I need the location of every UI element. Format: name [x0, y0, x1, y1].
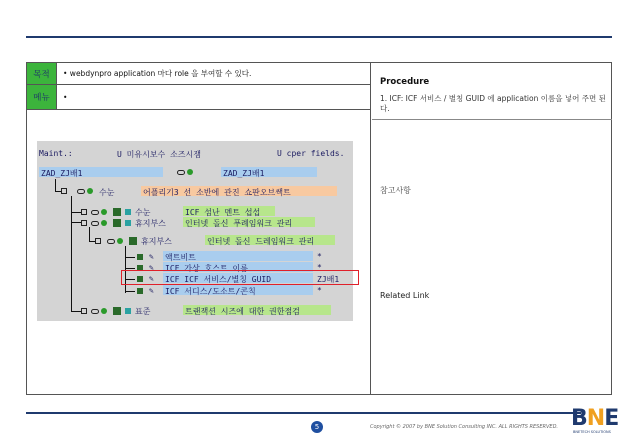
page-number: 5: [311, 421, 323, 433]
pencil-icon[interactable]: ✎: [149, 274, 154, 283]
leaf3-label: ICF ICF 서비스/별칭 GUID: [165, 275, 272, 284]
green-light-icon: [87, 188, 93, 194]
leaf4-value: *: [317, 286, 322, 295]
logo-b: B: [571, 406, 587, 431]
related-link[interactable]: Related Link: [380, 291, 430, 300]
pencil-icon[interactable]: ✎: [149, 286, 154, 295]
field-icon: [137, 254, 143, 260]
logo-subtitle: BNETECH SOLUTIONS: [573, 430, 611, 434]
green-light-icon: [117, 238, 123, 244]
header-title: U 미유시보수 소즈시잼: [117, 150, 202, 159]
node3-label[interactable]: 휴지부스: [141, 237, 172, 246]
node2a-label[interactable]: 수눈: [135, 208, 151, 217]
green-light-icon: [101, 308, 107, 314]
menu-text: •: [63, 92, 68, 102]
bottom-divider: [26, 412, 581, 414]
field-icon: [137, 288, 143, 294]
node4-desc: 트랜잭션 시즈에 대한 권한점검: [185, 307, 300, 316]
expand-icon[interactable]: [81, 308, 87, 314]
content-frame: [26, 62, 612, 395]
collapse-icon[interactable]: [81, 220, 87, 226]
object-icon: [113, 307, 121, 315]
object-icon: [113, 219, 121, 227]
menu-label: 메뉴: [27, 85, 57, 109]
logo-e: E: [604, 406, 619, 431]
role-field-right: ZAD_ZJ배1: [223, 169, 265, 178]
node1-desc: 어플리기3 선 소반에 관진 쇼판오브쌕트: [143, 188, 291, 197]
object-icon: [129, 237, 137, 245]
purpose-text: • webdynpro application 마다 role 을 부여할 수 있다.: [63, 69, 252, 78]
sap-role-screenshot: [37, 141, 353, 321]
top-divider: [26, 36, 612, 38]
purpose-label: 목적: [27, 63, 57, 84]
object-icon: [113, 208, 121, 216]
expand-icon[interactable]: [81, 209, 87, 215]
role-field: ZAD_ZJ배1: [41, 169, 83, 178]
header-fields: U cper fields.: [277, 149, 345, 158]
leaf1-label: 액트비트: [165, 253, 196, 262]
leaf2-label: ICF 가상 호스트 이름: [165, 264, 248, 273]
left-pane: [27, 63, 371, 394]
procedure-title: Procedure: [380, 77, 430, 87]
pencil-icon[interactable]: ✎: [149, 263, 154, 272]
pencil-icon[interactable]: ✎: [149, 252, 154, 261]
node1-label[interactable]: 수눈: [99, 188, 115, 197]
collapse-icon[interactable]: [61, 188, 67, 194]
leaf4-label: ICF 서디스/도소트/콘칙: [165, 287, 256, 296]
procedure-text: 1. ICF: ICF 서비스 / 별칭 GUID 에 application 이름을 넣어 주면 된다.: [380, 94, 606, 113]
purpose-row: [27, 63, 370, 85]
leaf1-value: *: [317, 252, 322, 261]
node2b-label[interactable]: 휴지부스: [135, 219, 166, 228]
status-icon: [177, 170, 185, 175]
node2a-desc: ICF 섬난 멘트 섭섭: [185, 208, 261, 217]
header-maint: Maint.:: [39, 149, 73, 158]
logo-n: N: [586, 406, 605, 431]
edit-icon: [125, 308, 131, 314]
green-light-icon: [187, 169, 193, 175]
node2b-desc: 인터넷 돌신 푸례임워크 관리: [185, 219, 293, 228]
procedure-divider: [372, 119, 612, 120]
green-light-icon: [101, 220, 107, 226]
right-pane: [372, 63, 612, 394]
bne-logo: [571, 406, 623, 438]
edit-icon: [125, 220, 131, 226]
node3-desc: 인터넷 돌신 드레임워크 관리: [207, 237, 315, 246]
highlight-box: [121, 270, 359, 285]
leaf3-value: ZJ배1: [317, 275, 340, 284]
reference-heading: 참고사항: [380, 186, 411, 195]
green-light-icon: [101, 209, 107, 215]
edit-icon: [125, 209, 131, 215]
collapse-icon[interactable]: [95, 238, 101, 244]
leaf2-value: *: [317, 263, 322, 272]
copyright-text: Copyright © 2007 by BNE Solution Consulting INC. ALL RIGHTS RESERVED.: [370, 424, 559, 430]
menu-row: [27, 85, 370, 110]
node4-label[interactable]: 표준: [135, 307, 151, 316]
